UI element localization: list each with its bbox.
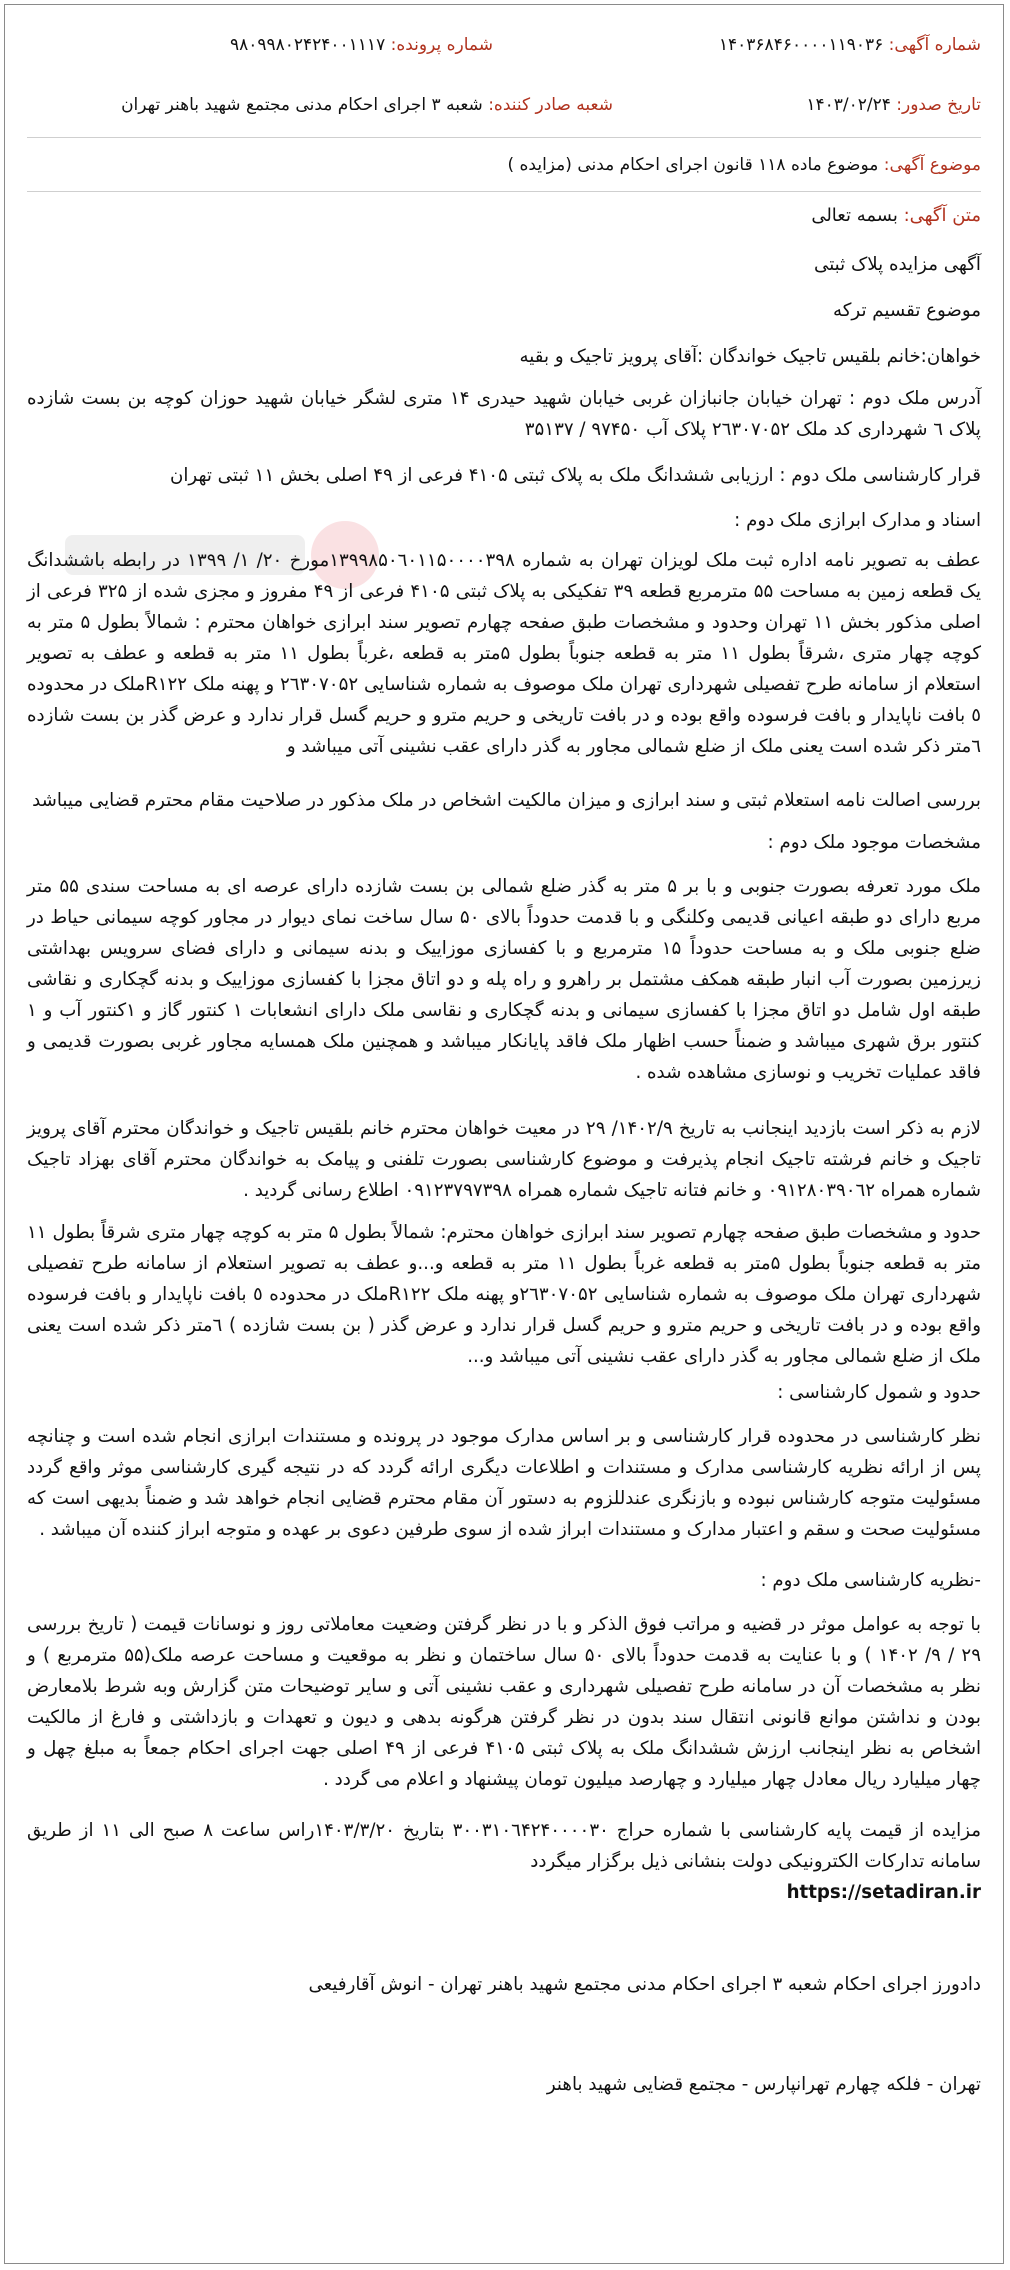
auction-block xyxy=(27,1815,981,1877)
visit-block xyxy=(27,1113,981,1206)
ownership: بررسی اصالت نامه استعلام ثبتی و سند ابرازی و میزان مالکیت اشخاص در ملک مذکور در صلاحیت مقام محترم قضایی میباشد xyxy=(32,790,981,811)
ad-topic: موضوع تقسیم ترکه xyxy=(833,300,981,321)
setad-link[interactable]: https://setadiran.ir xyxy=(786,1882,981,1903)
issuer: شعبه صادر کننده: شعبه ۳ اجرای احکام مدنی مجتمع شهید باهنر تهران xyxy=(121,95,613,115)
bounds-block xyxy=(27,1217,981,1372)
document-page xyxy=(4,4,1004,2264)
ad-number: شماره آگهی: ۱۴۰۳۶۸۴۶۰۰۰۰۱۱۹۰۳۶ xyxy=(718,35,981,55)
visit-text: لازم به ذکر است بازدید اینجانب به تاریخ ۱۴۰۲/۹/ ۲۹ در معیت خواهان محترم خانم بلقیس تاجیک و خواندگان محترم آقای پرویز تاجیک و خانم فرشته تاجیک انجام پذیرفت و موضوع کارشناسی بصورت تلفنی و پیامک به خواندگان محترم آقای بهزاد تاجیک شماره همراه ۰۹۱۲۸۰۳۹۰٦۲ و خانم فتانه تاجیک شماره همراه ۰۹۱۲۳۷۹۷۳۹۸ اطلاع رسانی گردید . xyxy=(27,1118,981,1201)
scope-block xyxy=(27,1421,981,1545)
valuation: قرار کارشناسی ملک دوم : ارزیابی ششدانگ ملک به پلاک ثبتی ۴۱۰۵ فرعی از ۴۹ اصلی بخش ۱۱ ثبتی تهران xyxy=(170,465,981,486)
docs-block xyxy=(27,545,981,762)
specs-block xyxy=(27,871,981,1088)
ad-title: آگهی مزایده پلاک ثبتی xyxy=(814,254,981,275)
divider xyxy=(27,191,981,192)
bounds-text: حدود و مشخصات طبق صفحه چهارم تصویر سند ابرازی خواهان محترم: شمالاً بطول ۵ متر به کوچه چهار متری شرقاً بطول ۱۱ متر به قطعه جنوباً بطول ۵متر به قطعه غرباً بطول ۱۱ متر به قطعه و...و عطف به تصویر استعلام از سامانه طرح تفصیلی شهرداری تهران ملک موصوف به شماره شناسایی ۲٦۳۰۷۰۵۲و پهنه ملک R۱۲۲ملک در محدوده ٥ بافت ناپایدار و بافت فرسوده واقع بوده و در بافت تاریخی و حریم مترو و حریم گسل قرار ندارد و عرض گذر ( بن بست شازده ) ٦متر ذکر شده است یعنی ملک از ضلع شمالی مجاور به گذر دارای عقب نشینی آتی میباشد و... xyxy=(27,1222,981,1367)
docs-text: عطف به تصویر نامه اداره ثبت ملک لویزان تهران به شماره ۱۳۹۹۸۵۰٦۰۱۱۵۰۰۰۰۳۹۸مورخ ۲۰/ ۱/ ۱۳۹۹ در رابطه باششدانگ یک قطعه زمین به مساحت ۵۵ مترمربع قطعه ۳۹ تفکیکی به پلاک ثبتی ۴۱۰۵ فرعی از ۴۹ مفروز و مجزی شده از ۳۲۵ فرعی از اصلی مذکور بخش ۱۱ تهران وحدود و مشخصات طبق صفحه چهارم تصویر سند ابرازی خواهان محترم : شمالاً بطول ۵ متر به کوچه چهار متری ،شرقاً بطول ۱۱ متر به قطعه جنوباً بطول ۵متر به قطعه ،غرباً بطول ۱۱ متر به قطعه و عطف به تصویر استعلام از سامانه طرح تفصیلی شهرداری تهران ملک موصوف به شماره شناسایی ۲٦۳۰۷۰۵۲ و پهنه ملک R۱۲۲ملک در محدوده ٥ بافت ناپایدار و بافت فرسوده واقع بوده و در بافت تاریخی و حریم مترو و حریم گسل قرار ندارد و عرض گذر بن بست شازده ٦متر ذکر شده است یعنی ملک از ضلع شمالی مجاور به گذر دارای عقب نشینی آتی میباشد و xyxy=(27,550,982,757)
opinion-text: با توجه به عوامل موثر در قضیه و مراتب فوق الذکر و با در نظر گرفتن وضعیت معاملاتی روز و نوسانات قیمت ( تاریخ بررسی ۲۹ / ۹/ ۱۴۰۲ ) و با عنایت به قدمت حدوداً بالای ۵۰ سال ساختمان و نظر به موقعیت و مساحت عرصه ملک(۵۵ مترمربع ) و نظر به مشخصات آن در سامانه طرح تفصیلی شهرداری و عقب نشینی آتی و سایر توضیحات متن گزارش وبه شرط بلامعارض بودن و نداشتن موانع قانونی انتقال سند بدون در نظر گرفتن هرگونه بدهی و دیون و تعهدات و بازداشتی و فارغ از مالکیت اشخاص به نظر اینجانب ارزش ششدانگ ملک به پلاک ثبتی ۴۱۰۵ فرعی از ۴۹ اصلی جهت اجرای احکام جمعاً به مبلغ چهل و چهار میلیارد ریال معادل چهار میلیارد و چهارصد میلیون تومان پیشنهاد و اعلام می گردد . xyxy=(27,1614,981,1790)
auction-text: مزایده از قیمت پایه کارشناسی با شماره حراج ۳۰۰۳۱۰٦۴۲۴۰۰۰۰۳۰ بتاریخ ۱۴۰۳/۳/۲۰راس ساعت ۸ صبح الی ۱۱ از طریق سامانه تدارکات الکترونیکی دولت بنشانی ذیل برگزار میگردد xyxy=(27,1820,982,1872)
subject: موضوع آگهی: موضوع ماده ۱۱۸ قانون اجرای احکام مدنی (مزایده ) xyxy=(507,155,981,175)
specs-text: ملک مورد تعرفه بصورت جنوبی و با بر ۵ متر به گذر ضلع شمالی بن بست شازده دارای عرصه ای به مساحت سندی ۵۵ متر مربع دارای دو طبقه اعیانی قدیمی وکلنگی و با قدمت حدوداً بالای ۵۰ سال ساخت نمای دیوار در مجاور کوچه سیمانی حیاط در ضلع جنوبی ملک و به مساحت حدوداً ۱۵ مترمربع و با کفسازی موزاییک و بدنه سیمانی و دارای فضای سرویس بهداشتی زیرزمین بصورت آب انبار طبقه همکف مشتمل بر راهرو و راه پله و دو اتاق مجزا با کفسازی موزاییک و بدنه گچکاری و نقاشی طبقه اول شامل دو اتاق مجزا با کفسازی سیمانی و بدنه گچکاری و نقاسی ملک دارای انشعابات ۱ کنتور گاز و ۱کنتور آب و ۱ کنتور برق شهری میباشد و ضمناً حسب اظهار ملک فاقد پایانکار میباشد و همچنین ملک همسایه مجاور غربی بصورت قدیمی و فاقد عملیات تخریب و نوسازی مشاهده شده . xyxy=(27,876,982,1083)
parties: خواهان:خانم بلقیس تاجیک خواندگان :آقای پرویز تاجیک و بقیه xyxy=(519,346,981,367)
case-number: شماره پرونده: ۹۸۰۹۹۸۰۲۴۲۴۰۰۱۱۱۷ xyxy=(229,35,493,55)
issue-date: تاریخ صدور: ۱۴۰۳/۰۲/۲۴ xyxy=(806,95,981,115)
scope-text: نظر کارشناسی در محدوده قرار کارشناسی و بر اساس مدارک موجود در پرونده و مستندات ابرازی انجام شده است و چنانچه پس از ارائه نظریه کارشناسی مدارک و مستندات و اطلاعات دیگری ارائه گردد که در نتیجه گیری کارشناسی موثر واقع گردد مسئولیت متوجه کارشناس نبوده و بازنگری عندللزوم به دستور آن مقام محترم قضایی انجام خواهد شد و ضمناً بدیهی است که مسئولیت صحت و سقم و اعتبار مدارک و مستندات ابراز شده از سوی طرفین دعوی بر عهده و متوجه ابراز کننده آن میباشد . xyxy=(27,1426,981,1540)
location: تهران - فلکه چهارم تهرانپارس - مجتمع قضایی شهید باهنر xyxy=(546,2074,981,2095)
address: آدرس ملک دوم : تهران خیابان جانبازان غربی خیابان شهید حیدری ۱۴ متری لشگر خیابان شهید حوزان کوچه بن بست شازده پلاک ٦ شهرداری کد ملک ۲٦۳۰۷۰۵۲ پلاک آب ۹۷۴۵۰ / ۳۵۱۳۷ xyxy=(27,388,981,440)
docs-heading: اسناد و مدارک ابرازی ملک دوم : xyxy=(734,510,981,531)
divider xyxy=(27,137,981,138)
signature: دادورز اجرای احکام شعبه ۳ اجرای احکام مدنی مجتمع شهید باهنر تهران - انوش آقارفیعی xyxy=(308,1974,981,1995)
specs-heading: مشخصات موجود ملک دوم : xyxy=(767,832,981,853)
text-start: متن آگهی: بسمه تعالی xyxy=(811,205,981,226)
scope-heading: حدود و شمول کارشناسی : xyxy=(777,1382,981,1403)
opinion-heading: -نظریه کارشناسی ملک دوم : xyxy=(760,1570,981,1591)
address-block xyxy=(27,383,981,445)
opinion-block xyxy=(27,1609,981,1795)
